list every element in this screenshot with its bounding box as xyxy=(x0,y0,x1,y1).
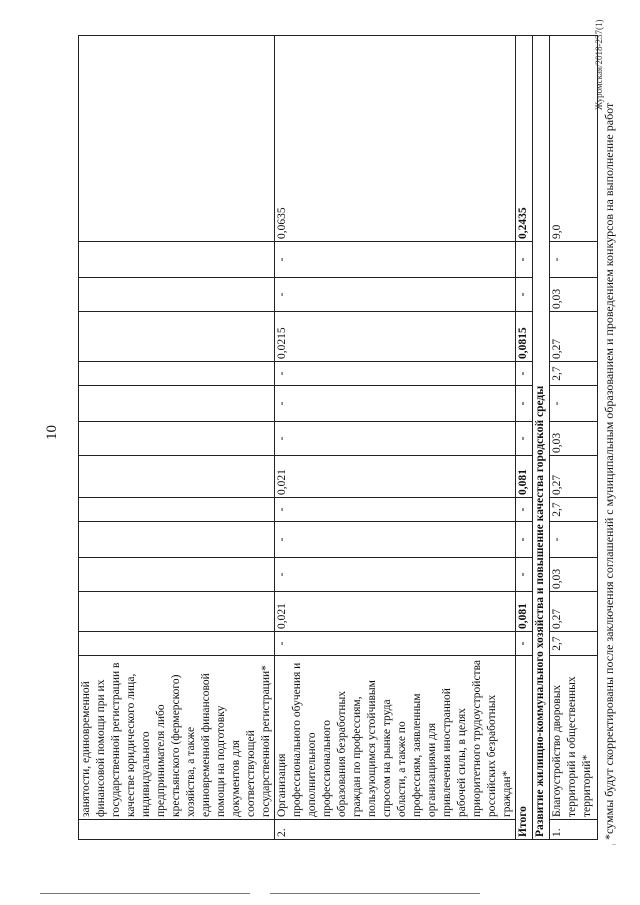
value-cell: 0,021 xyxy=(275,592,516,632)
table-row xyxy=(79,36,275,840)
value-cell: - xyxy=(550,242,598,278)
value-cell: - xyxy=(516,522,533,558)
value-cell: 0,03 xyxy=(550,558,598,592)
value-cell: 0,0815 xyxy=(516,312,533,362)
row-number-cell: 2. xyxy=(275,820,516,840)
value-cell: - xyxy=(275,522,516,558)
value-cell: - xyxy=(275,498,516,522)
section-title: Развитие жилищно-коммунального хозяйства и повышение качества городской среды xyxy=(533,36,550,840)
value-cell: 2,7 xyxy=(550,362,598,386)
value-cell: - xyxy=(275,242,516,278)
row-name-cell: Организация профессионального обучения и дополнительного профессионального образования безработных граждан по профессиям, пользующимся устойчивым спросом на рынке труда области, а также по профессиям, заявленным организациями для привлечения иностранной рабочей силы, в целях приоритетного трудоустройства российских безработных граждан* xyxy=(275,656,516,820)
value-cell: - xyxy=(275,632,516,656)
scan-edge-line xyxy=(40,893,250,894)
value-cell: - xyxy=(516,498,533,522)
value-cell: - xyxy=(275,362,516,386)
total-label: Итого xyxy=(516,656,533,840)
value-cell: 0,0215 xyxy=(275,312,516,362)
value-cell: - xyxy=(275,386,516,422)
page-number: 10 xyxy=(44,425,60,440)
scan-mark: .. xyxy=(612,838,616,847)
value-cell: - xyxy=(550,386,598,422)
value-cell: 0,2435 xyxy=(516,36,533,242)
row-name-cell: Благоустройство дворовых территорий и общественных территорий* xyxy=(550,656,598,820)
value-cell: - xyxy=(550,522,598,558)
value-cell: 0,27 xyxy=(550,312,598,362)
value-cell: 2,7 xyxy=(550,498,598,522)
value-cell: 0,27 xyxy=(550,456,598,498)
budget-table xyxy=(78,35,598,840)
table-row xyxy=(275,36,516,840)
value-cell: 0,27 xyxy=(550,592,598,632)
footnote: *суммы будут скорректированы после заключения соглашений с муниципальным образованием и проведением конкурсов на выполнение работ xyxy=(602,102,616,840)
value-cell: 0,081 xyxy=(516,592,533,632)
value-cell: - xyxy=(275,422,516,456)
value-cell: 0,0635 xyxy=(275,36,516,242)
value-cell: - xyxy=(275,558,516,592)
value-cell: - xyxy=(516,632,533,656)
value-cell: - xyxy=(516,558,533,592)
value-cell: 0,081 xyxy=(516,456,533,498)
total-row xyxy=(516,36,533,840)
row-number-cell xyxy=(79,820,275,840)
value-cell: - xyxy=(275,278,516,312)
value-cell: 0,03 xyxy=(550,422,598,456)
section-row xyxy=(533,36,550,840)
value-cell: 2,7 xyxy=(550,632,598,656)
value-cell: 0,021 xyxy=(275,456,516,498)
scan-edge-line xyxy=(270,893,480,894)
row-name-cell: занятости, единовременной финансовой помощи при их государственной регистрации в качестве юридического лица, индивидуального предпринимателя либо крестьянского (фермерского) хозяйства, а также единовременной финансовой помощи на подготовку документов для соответствующей государственной регистрации* xyxy=(79,656,275,820)
value-cell: - xyxy=(516,386,533,422)
value-cell: 9,0 xyxy=(550,36,598,242)
value-cell: 0,03 xyxy=(550,278,598,312)
row-number-cell: 1. xyxy=(550,820,598,840)
value-cell: - xyxy=(516,242,533,278)
value-cell: - xyxy=(516,278,533,312)
document-code: Журомская/2018-237(1) xyxy=(594,19,604,110)
value-cell: - xyxy=(516,422,533,456)
value-cell: - xyxy=(516,362,533,386)
table-row xyxy=(550,36,598,840)
